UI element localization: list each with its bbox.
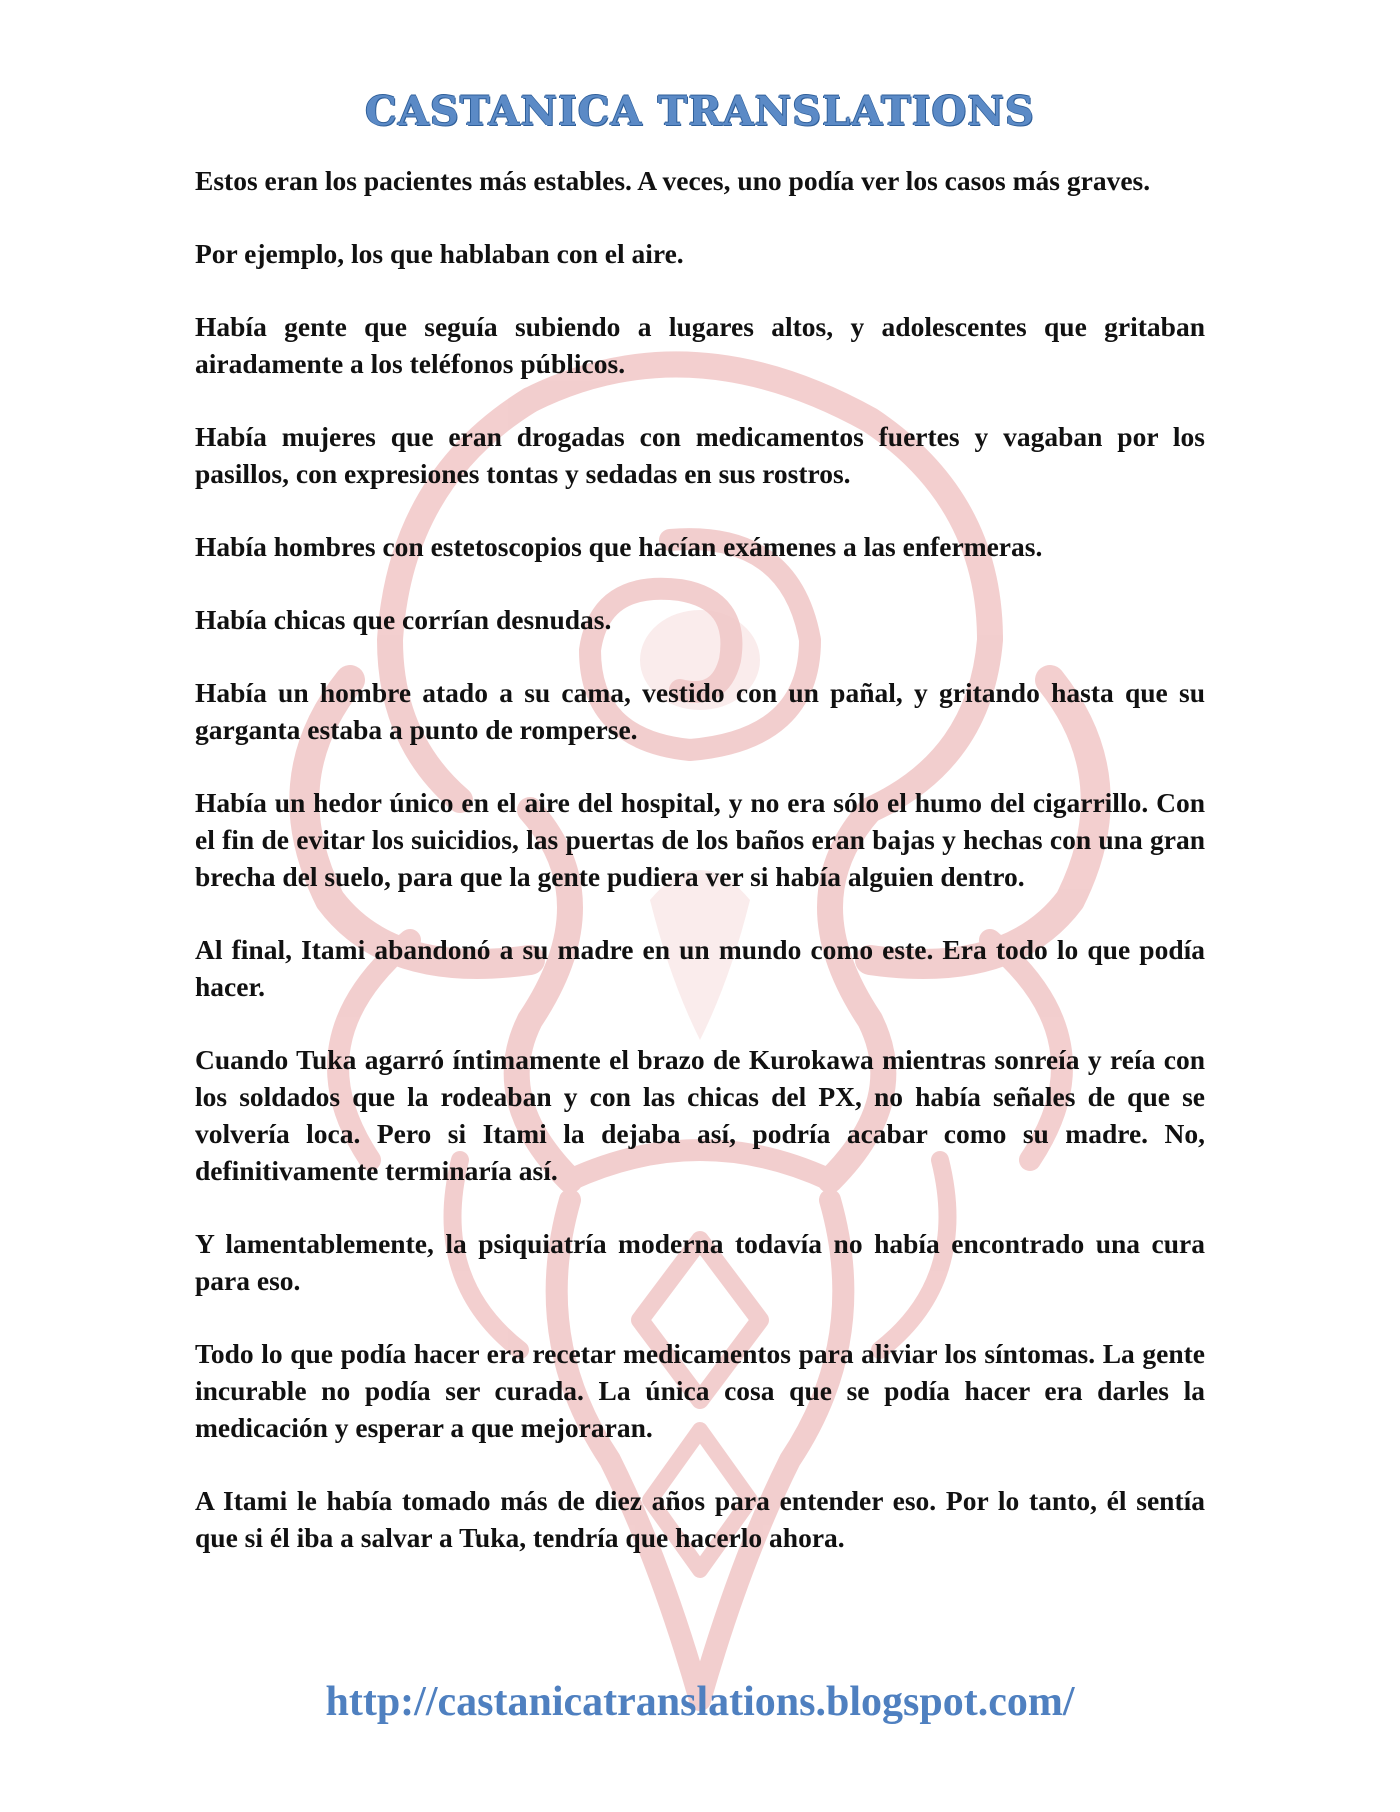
paragraph: Había chicas que corrían desnudas.	[195, 604, 612, 635]
paragraph: Había gente que seguía subiendo a lugares altos, y adolescentes que gritaban airadamente a los teléfonos públicos.	[195, 311, 1205, 379]
paragraph: Había hombres con estetoscopios que hacían exámenes a las enfermeras.	[195, 531, 1043, 562]
paragraph: Por ejemplo, los que hablaban con el aire.	[195, 238, 684, 269]
paragraph: Todo lo que podía hacer era recetar medicamentos para aliviar los síntomas. La gente incurable no podía ser curada. La única cosa que se podía hacer era darles la medicación y esperar a que mejoraran.	[195, 1338, 1205, 1443]
paragraph: Había mujeres que eran drogadas con medicamentos fuertes y vagaban por los pasillos, con expresiones tontas y sedadas en sus rostros.	[195, 421, 1205, 489]
paragraph: Cuando Tuka agarró íntimamente el brazo de Kurokawa mientras sonreía y reía con los soldados que la rodeaban y con las chicas del PX, no había señales de que se volvería loca. Pero si Itami la dejaba así, podría acabar como su madre. No, definitivamente terminaría así.	[195, 1044, 1205, 1186]
paragraph: Al final, Itami abandonó a su madre en un mundo como este. Era todo lo que podía hacer.	[195, 934, 1205, 1002]
footer-url-link[interactable]: http://castanicatranslations.blogspot.com/	[325, 1679, 1075, 1725]
paragraph: Estos eran los pacientes más estables. A veces, uno podía ver los casos más graves.	[195, 165, 1151, 196]
paragraph: Había un hedor único en el aire del hospital, y no era sólo el humo del cigarrillo. Con el fin de evitar los suicidios, las puertas de los baños eran bajas y hechas con una gran brecha del suelo, para que la gente pudiera ver si había alguien dentro.	[195, 787, 1205, 892]
document-body	[195, 162, 1205, 1592]
page-header-title: CASTANICA TRANSLATIONS	[365, 88, 1035, 135]
paragraph: Había un hombre atado a su cama, vestido con un pañal, y gritando hasta que su garganta estaba a punto de romperse.	[195, 677, 1205, 745]
paragraph: A Itami le había tomado más de diez años para entender eso. Por lo tanto, él sentía que si él iba a salvar a Tuka, tendría que hacerlo ahora.	[195, 1485, 1205, 1553]
paragraph: Y lamentablemente, la psiquiatría moderna todavía no había encontrado una cura para eso.	[195, 1228, 1205, 1296]
